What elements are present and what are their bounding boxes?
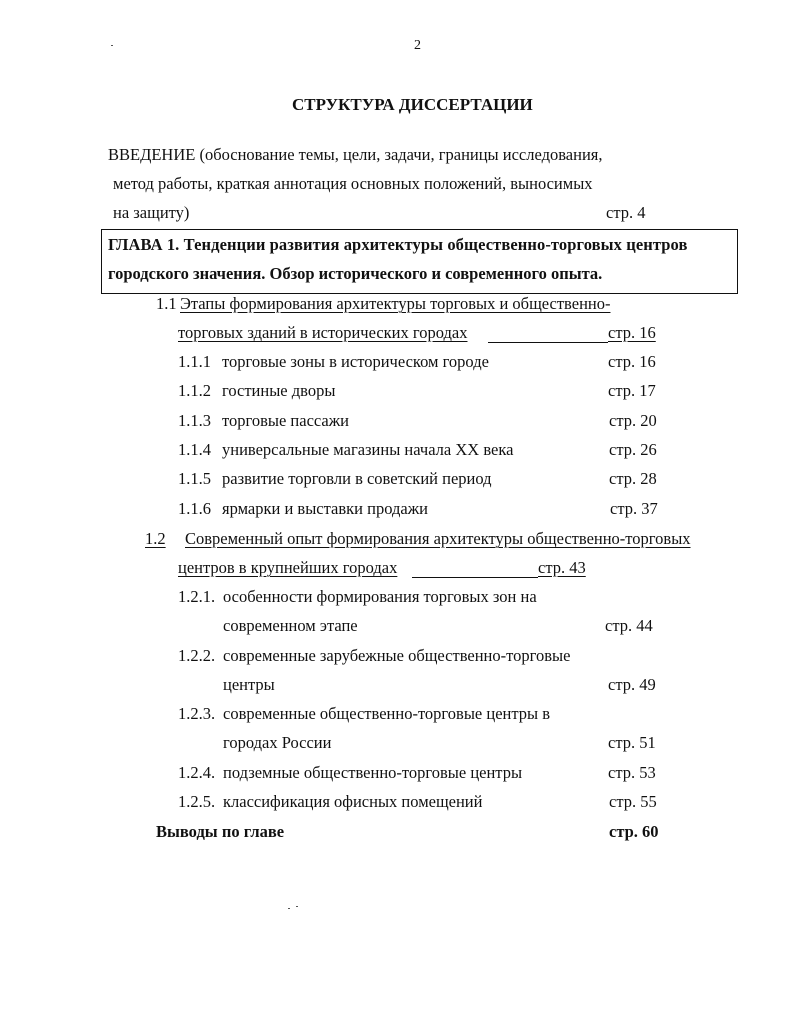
subsection-title: гостиные дворы [222,381,336,400]
scan-speck [288,908,290,909]
subsection-title-continued: современном этапе [223,616,358,635]
subsection-title: торговые пассажи [222,411,349,430]
subsection-number: 1.2.4. [178,763,216,782]
subsection-title: особенности формирования торговых зон на [223,587,537,606]
subsection-number: 1.1.5 [178,469,211,488]
subsection-page: стр. 49 [608,675,656,694]
subsection-number: 1.2.2. [178,646,216,665]
chapter-conclusions-page: стр. 60 [609,822,659,841]
chapter-1-title-line-2: городского значения. Обзор исторического и современного опыта. [108,264,603,283]
subsection-title-continued: городах России [223,733,332,752]
section-1-2-number: 1.2 [145,529,166,548]
subsection-page: стр. 17 [608,381,656,400]
subsection-page: стр. 44 [605,616,653,635]
section-1-2-title-line-2: центров в крупнейших городах [178,558,398,577]
subsection-title: универсальные магазины начала XX века [222,440,514,459]
subsection-title-continued: центры [223,675,275,694]
intro-line-2: метод работы, краткая аннотация основных положений, выносимых [113,174,593,193]
subsection-title: ярмарки и выставки продажи [222,499,428,518]
subsection-page: стр. 51 [608,733,656,752]
subsection-number: 1.1.6 [178,499,211,518]
section-1-1-number: 1.1 [156,294,177,313]
intro-line-1: ВВЕДЕНИЕ (обоснование темы, цели, задачи, границы исследования, [108,145,603,164]
subsection-number: 1.1.2 [178,381,211,400]
section-1-2-page: стр. 43 [538,558,586,577]
subsection-page: стр. 28 [609,469,657,488]
subsection-page: стр. 53 [608,763,656,782]
subsection-number: 1.1.4 [178,440,211,459]
subsection-title: современные зарубежные общественно-торговые [223,646,571,665]
subsection-number: 1.2.5. [178,792,216,811]
section-1-2-title-line-1: Современный опыт формирования архитектуры общественно-торговых [185,529,691,548]
section-1-1-leader-line [488,342,608,343]
subsection-number: 1.1.1 [178,352,211,371]
page-number: 2 [414,38,421,53]
scan-speck [296,906,298,907]
subsection-page: стр. 37 [610,499,658,518]
subsection-page: стр. 55 [609,792,657,811]
intro-page: стр. 4 [606,203,646,222]
subsection-page: стр. 20 [609,411,657,430]
page-title: СТРУКТУРА ДИССЕРТАЦИИ [292,95,533,114]
subsection-title: развитие торговли в советский период [222,469,492,488]
subsection-title: торговые зоны в историческом городе [222,352,489,371]
subsection-number: 1.2.3. [178,704,216,723]
subsection-number: 1.2.1. [178,587,216,606]
section-1-1-title-line-2: торговых зданий в исторических городах [178,323,468,342]
scan-speck [111,45,113,46]
subsection-title: подземные общественно-торговые центры [223,763,523,782]
chapter-conclusions-label: Выводы по главе [156,822,285,841]
section-1-2-leader-line [412,577,538,578]
subsection-page: стр. 16 [608,352,656,371]
intro-line-3: на защиту) [113,203,190,222]
section-1-1-page: стр. 16 [608,323,656,342]
chapter-1-title-line-1: ГЛАВА 1. Тенденции развития архитектуры общественно-торговых центров [108,235,688,254]
subsection-page: стр. 26 [609,440,657,459]
subsection-title: классификация офисных помещений [223,792,483,811]
subsection-number: 1.1.3 [178,411,211,430]
subsection-title: современные общественно-торговые центры в [223,704,551,723]
section-1-1-title-line-1: Этапы формирования архитектуры торговых и общественно- [180,294,611,313]
